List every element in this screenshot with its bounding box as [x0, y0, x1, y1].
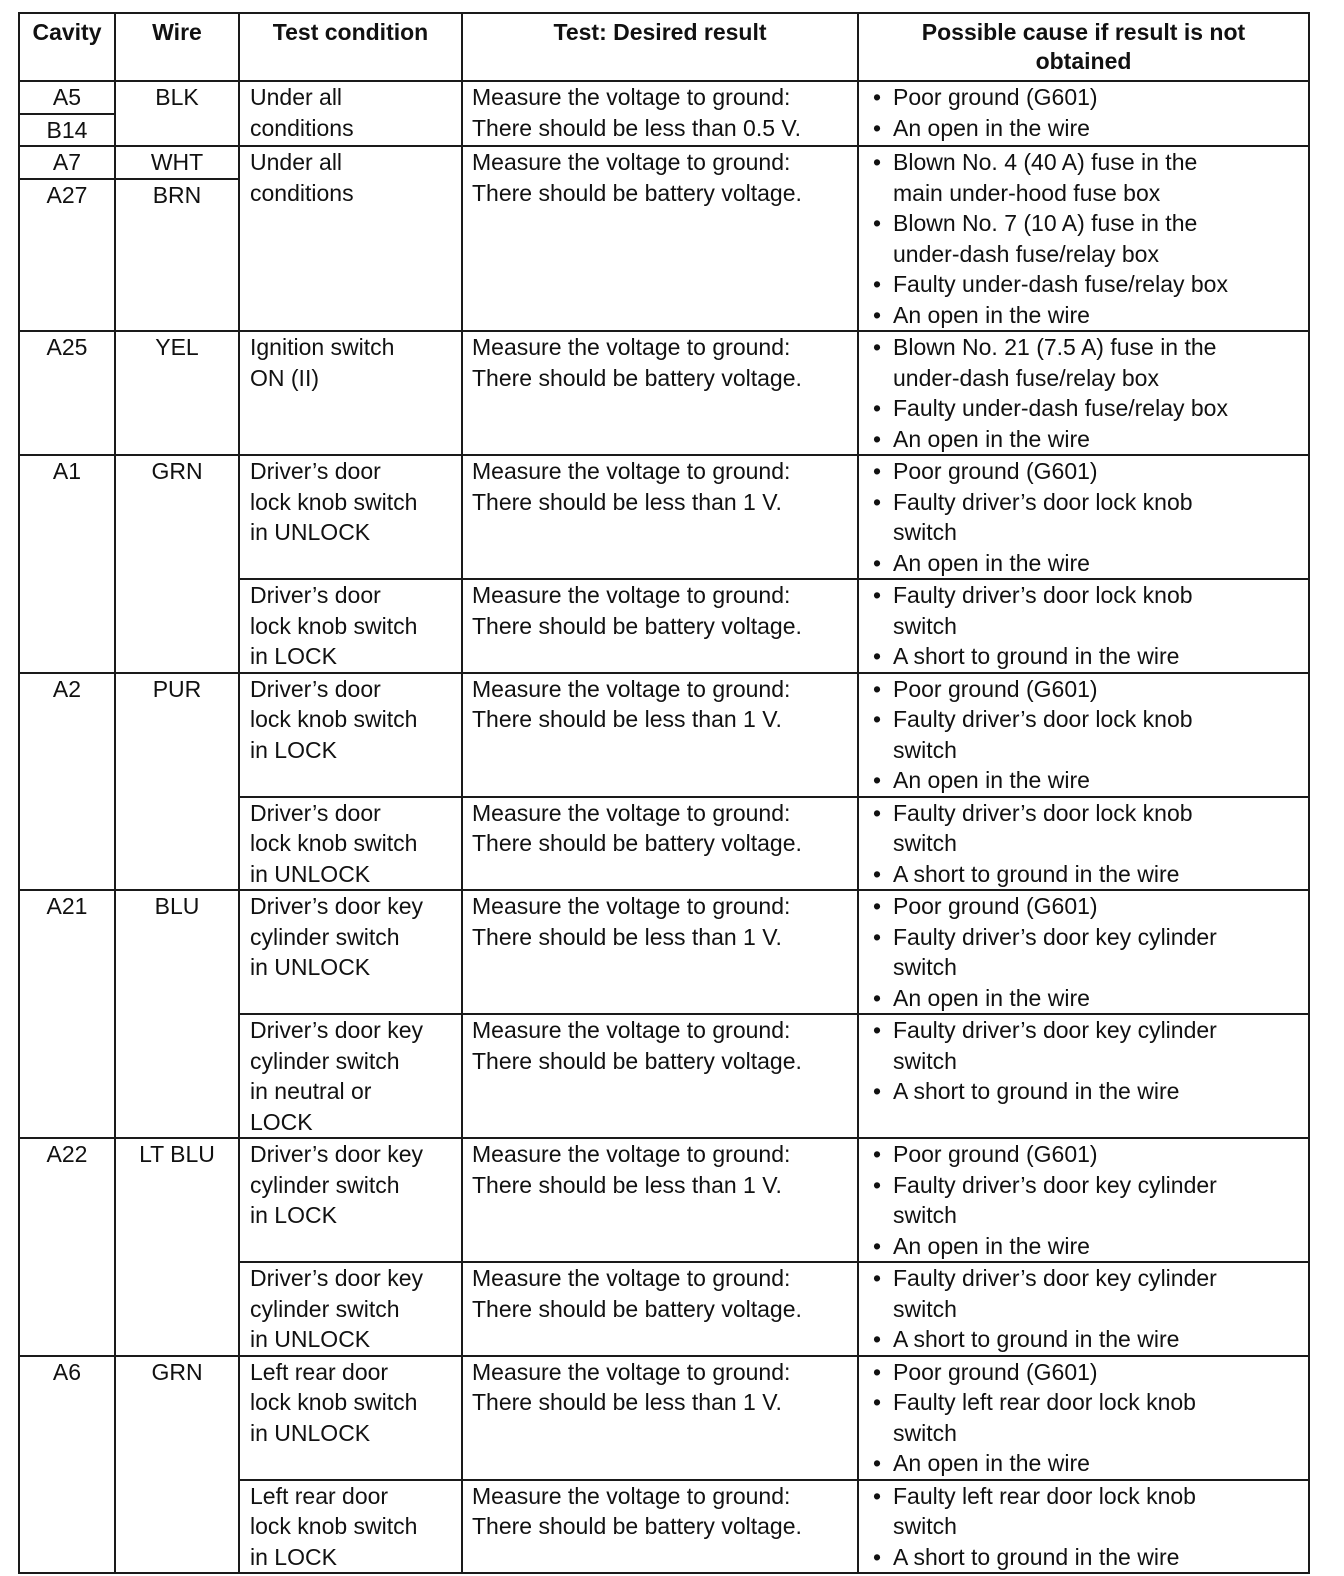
result-line: There should be less than 0.5 V.: [472, 114, 802, 141]
wire-value: WHT: [116, 147, 238, 180]
cause-item: • Faulty driver’s door key cylinder switch: [867, 1263, 1308, 1324]
condition-line: in LOCK: [250, 643, 337, 669]
cause-item: • Faulty left rear door lock knob switch: [867, 1481, 1308, 1542]
condition-line: in LOCK: [250, 1543, 337, 1570]
condition-cell: [239, 146, 462, 331]
result-cell: [462, 1138, 858, 1262]
cause-item: • An open in the wire: [867, 1231, 1308, 1262]
cavity-cell: [19, 890, 115, 1138]
cause-item: • A short to ground in the wire: [867, 641, 1308, 672]
cavity-value: A6: [52, 1358, 82, 1385]
wire-cell: [115, 1356, 239, 1574]
condition-line: in LOCK: [250, 736, 337, 763]
result-line: Measure the voltage to ground:: [472, 893, 791, 919]
cause-item: • Faulty under-dash fuse/relay box: [867, 269, 1308, 300]
condition-cell: [239, 1014, 462, 1138]
cause-cell: [858, 797, 1309, 891]
cause-item: • Poor ground (G601): [867, 1357, 1308, 1388]
result-cell: [462, 455, 858, 579]
cavity-value: A7: [20, 147, 114, 180]
condition-line: Under all: [250, 149, 343, 175]
condition-cell: [239, 1480, 462, 1574]
wire-value: GRN: [151, 1358, 203, 1385]
cause-cell: [858, 331, 1309, 455]
result-line: There should be less than 1 V.: [472, 1171, 782, 1198]
cause-item: • A short to ground in the wire: [867, 1076, 1308, 1107]
result-cell: [462, 890, 858, 1014]
result-line: Measure the voltage to ground:: [472, 675, 791, 702]
cause-item: • Faulty driver’s door lock knob switch: [867, 580, 1308, 641]
condition-line: cylinder switch: [250, 1047, 400, 1074]
cause-cell: [858, 579, 1309, 673]
cause-item: • An open in the wire: [867, 983, 1308, 1014]
condition-line: cylinder switch: [250, 923, 400, 950]
result-cell: [462, 81, 858, 146]
header-wire: Wire: [115, 13, 239, 81]
cavity-value: A1: [52, 458, 82, 484]
condition-line: conditions: [250, 114, 354, 141]
wire-cell: [115, 455, 239, 673]
condition-line: in UNLOCK: [250, 1326, 371, 1352]
result-line: There should be battery voltage.: [472, 364, 802, 391]
result-line: Measure the voltage to ground:: [472, 458, 791, 484]
cavity-cell: [19, 455, 115, 673]
result-line: There should be battery voltage.: [472, 1047, 802, 1074]
wire-cell: [115, 81, 239, 146]
result-line: Measure the voltage to ground:: [472, 1358, 791, 1385]
cause-item: • Blown No. 4 (40 A) fuse in the main under-hood fuse box: [867, 147, 1308, 208]
result-line: There should be less than 1 V.: [472, 488, 782, 515]
result-line: There should be battery voltage.: [472, 830, 802, 856]
cause-cell: [858, 146, 1309, 331]
condition-cell: [239, 1262, 462, 1356]
cavity-cell: [19, 331, 115, 455]
condition-line: Left rear door: [250, 1482, 389, 1509]
header-result: Test: Desired result: [462, 13, 858, 81]
condition-line: Driver’s door key: [250, 1141, 423, 1167]
cause-item: • Faulty driver’s door key cylinder switch: [867, 922, 1308, 983]
cavity-cell: [19, 1356, 115, 1574]
cause-item: • Poor ground (G601): [867, 82, 1308, 113]
condition-line: Driver’s door: [250, 582, 381, 608]
cavity-value: A21: [46, 893, 88, 919]
table-row: [19, 455, 1309, 579]
wire-value: BLK: [155, 84, 199, 110]
cause-item: • Poor ground (G601): [867, 1139, 1308, 1170]
condition-line: Driver’s door: [250, 675, 381, 702]
cavity-value: A5: [20, 82, 114, 115]
condition-cell: [239, 673, 462, 797]
condition-cell: [239, 579, 462, 673]
cause-item: • Faulty driver’s door lock knob switch: [867, 487, 1308, 548]
wire-value: PUR: [152, 675, 202, 702]
condition-line: lock knob switch: [250, 1389, 418, 1415]
condition-line: Under all: [250, 84, 343, 110]
header-row: [19, 13, 1309, 81]
cavity-cell: [19, 81, 115, 146]
condition-line: in neutral or: [250, 1078, 372, 1104]
cause-item: • A short to ground in the wire: [867, 859, 1308, 890]
wire-cell: [115, 1138, 239, 1356]
cause-item: • An open in the wire: [867, 300, 1308, 331]
condition-line: lock knob switch: [250, 1513, 418, 1539]
condition-line: in LOCK: [250, 1202, 337, 1228]
result-cell: [462, 1014, 858, 1138]
cause-cell: [858, 1138, 1309, 1262]
condition-line: ON (II): [250, 364, 319, 391]
result-cell: [462, 673, 858, 797]
result-line: There should be less than 1 V.: [472, 706, 782, 732]
cause-item: • An open in the wire: [867, 765, 1308, 796]
wire-cell: [115, 331, 239, 455]
condition-cell: [239, 455, 462, 579]
header-cause: Possible cause if result is not obtained: [858, 13, 1309, 81]
wire-cell: [115, 146, 239, 331]
cause-item: • An open in the wire: [867, 548, 1308, 579]
cause-item: • Faulty under-dash fuse/relay box: [867, 393, 1308, 424]
cause-item: • Faulty driver’s door lock knob switch: [867, 704, 1308, 765]
condition-line: Driver’s door: [250, 799, 381, 826]
table-row: [19, 146, 1309, 331]
condition-cell: [239, 890, 462, 1014]
result-line: Measure the voltage to ground:: [472, 582, 791, 608]
condition-line: lock knob switch: [250, 488, 418, 515]
table-row: [19, 890, 1309, 1014]
cause-item: • Poor ground (G601): [867, 456, 1308, 487]
condition-cell: [239, 331, 462, 455]
test-table: [18, 12, 1310, 1574]
table-row: [19, 331, 1309, 455]
cavity-value: A25: [46, 334, 88, 360]
header-condition: Test condition: [239, 13, 462, 81]
result-line: Measure the voltage to ground:: [472, 1265, 791, 1291]
result-line: Measure the voltage to ground:: [472, 84, 791, 110]
condition-line: in UNLOCK: [250, 1419, 371, 1446]
cavity-value: A27: [46, 181, 88, 208]
result-line: Measure the voltage to ground:: [472, 799, 791, 826]
table-row: [19, 1138, 1309, 1262]
result-cell: [462, 331, 858, 455]
cause-cell: [858, 1014, 1309, 1138]
result-line: There should be battery voltage.: [472, 179, 802, 206]
result-line: There should be battery voltage.: [472, 612, 802, 639]
cause-item: • Poor ground (G601): [867, 674, 1308, 705]
wire-value: BLU: [154, 893, 200, 919]
wire-cell: [115, 890, 239, 1138]
cause-cell: [858, 1480, 1309, 1574]
condition-line: Driver’s door: [250, 458, 381, 484]
cause-cell: [858, 673, 1309, 797]
cause-item: • Faulty left rear door lock knob switch: [867, 1387, 1308, 1448]
cause-item: • An open in the wire: [867, 113, 1308, 144]
result-line: There should be less than 1 V.: [472, 1389, 782, 1415]
condition-line: LOCK: [250, 1108, 313, 1135]
cavity-cell: [19, 146, 115, 331]
condition-line: lock knob switch: [250, 830, 418, 856]
table-row: [19, 1356, 1309, 1480]
result-line: Measure the voltage to ground:: [472, 1482, 791, 1509]
table-row: [19, 673, 1309, 797]
condition-line: Ignition switch: [250, 334, 395, 360]
result-line: Measure the voltage to ground:: [472, 1141, 791, 1167]
result-cell: [462, 579, 858, 673]
cause-item: • Blown No. 7 (10 A) fuse in the under-dash fuse/relay box: [867, 208, 1308, 269]
condition-line: in UNLOCK: [250, 519, 371, 545]
cavity-value: A2: [52, 675, 82, 702]
result-cell: [462, 1480, 858, 1574]
result-cell: [462, 1356, 858, 1480]
condition-line: Driver’s door key: [250, 893, 423, 919]
result-cell: [462, 797, 858, 891]
result-line: There should be battery voltage.: [472, 1295, 802, 1322]
cause-item: • An open in the wire: [867, 1448, 1308, 1479]
result-line: There should be battery voltage.: [472, 1513, 802, 1539]
condition-line: conditions: [250, 179, 354, 206]
condition-cell: [239, 1138, 462, 1262]
cause-item: • A short to ground in the wire: [867, 1542, 1308, 1573]
cause-item: • Blown No. 21 (7.5 A) fuse in the under-dash fuse/relay box: [867, 332, 1308, 393]
condition-cell: [239, 81, 462, 146]
result-line: Measure the voltage to ground:: [472, 149, 791, 175]
condition-line: Driver’s door key: [250, 1265, 423, 1291]
condition-line: in UNLOCK: [250, 860, 371, 887]
test-table-wrapper: [18, 12, 1308, 1574]
cause-cell: [858, 1356, 1309, 1480]
result-cell: [462, 146, 858, 331]
cavity-cell: [19, 1138, 115, 1356]
wire-value: GRN: [151, 458, 203, 484]
header-cavity: Cavity: [19, 13, 115, 81]
result-line: Measure the voltage to ground:: [472, 334, 791, 360]
wire-value: BRN: [152, 181, 202, 208]
cause-cell: [858, 890, 1309, 1014]
condition-cell: [239, 1356, 462, 1480]
condition-line: Driver’s door key: [250, 1017, 423, 1043]
result-line: There should be less than 1 V.: [472, 923, 782, 950]
condition-line: lock knob switch: [250, 706, 418, 732]
condition-cell: [239, 797, 462, 891]
cavity-value: B14: [46, 116, 88, 143]
cause-item: • Faulty driver’s door key cylinder switch: [867, 1170, 1308, 1231]
cavity-value: A22: [46, 1141, 88, 1167]
cause-item: • An open in the wire: [867, 424, 1308, 455]
wire-value: LT BLU: [139, 1141, 215, 1167]
result-cell: [462, 1262, 858, 1356]
cause-cell: [858, 455, 1309, 579]
condition-line: cylinder switch: [250, 1295, 400, 1322]
cause-cell: [858, 1262, 1309, 1356]
table-row: [19, 81, 1309, 146]
condition-line: lock knob switch: [250, 612, 418, 639]
condition-line: in UNLOCK: [250, 954, 371, 980]
cause-item: • Faulty driver’s door lock knob switch: [867, 798, 1308, 859]
wire-cell: [115, 673, 239, 891]
condition-line: Left rear door: [250, 1358, 389, 1385]
cause-item: • Faulty driver’s door key cylinder switch: [867, 1015, 1308, 1076]
wire-value: YEL: [155, 334, 199, 360]
cause-item: • Poor ground (G601): [867, 891, 1308, 922]
result-line: Measure the voltage to ground:: [472, 1017, 791, 1043]
condition-line: cylinder switch: [250, 1171, 400, 1198]
cause-cell: [858, 81, 1309, 146]
cavity-cell: [19, 673, 115, 891]
cause-item: • A short to ground in the wire: [867, 1324, 1308, 1355]
